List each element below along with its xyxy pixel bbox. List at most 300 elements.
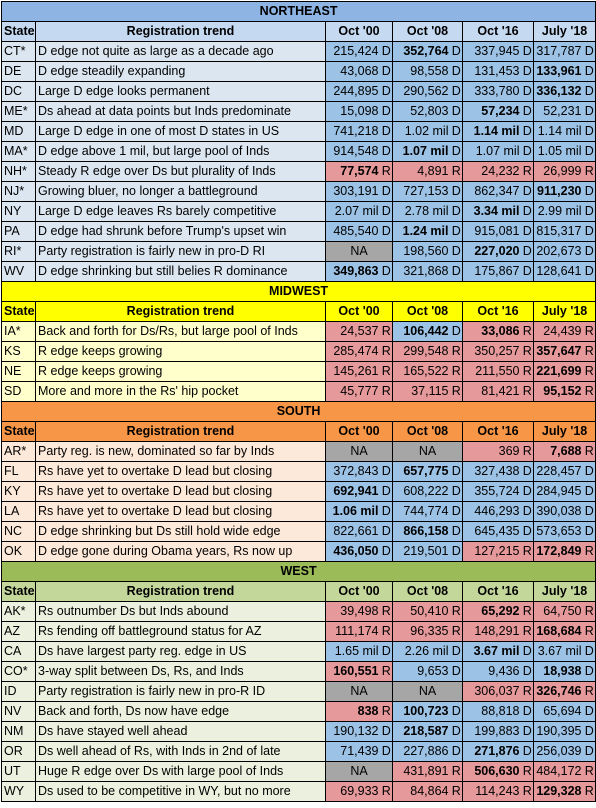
trend-column-header: Registration trend: [36, 582, 326, 602]
registration-edge-value: 33,086: [463, 322, 522, 342]
state-code: FL: [2, 462, 36, 482]
value-not-available: NA: [326, 242, 393, 262]
registration-edge-value: 221,699: [534, 362, 584, 382]
party-letter: D: [381, 142, 393, 162]
registration-edge-value: 43,068: [326, 62, 381, 82]
table-row: [2, 182, 596, 202]
party-letter: D: [451, 202, 463, 222]
party-letter: D: [451, 102, 463, 122]
year-column-header: July '18: [534, 582, 596, 602]
registration-edge-value: 37,115: [393, 382, 451, 402]
state-code: KY: [2, 482, 36, 502]
region-band: [2, 282, 596, 302]
state-code: MA*: [2, 142, 36, 162]
trend-column-header: Registration trend: [36, 22, 326, 42]
party-letter: D: [381, 182, 393, 202]
registration-edge-value: 838: [326, 702, 381, 722]
registration-edge-value: 2.26 mil: [393, 642, 451, 662]
registration-edge-value: 96,335: [393, 622, 451, 642]
state-code: MD: [2, 122, 36, 142]
registration-edge-value: 285,474: [326, 342, 381, 362]
value-not-available: NA: [393, 682, 463, 702]
party-letter: D: [381, 722, 393, 742]
party-letter: R: [522, 762, 534, 782]
registration-edge-value: 573,653: [534, 522, 584, 542]
registration-edge-value: 608,222: [393, 482, 451, 502]
registration-edge-value: 219,501: [393, 542, 451, 562]
registration-edge-value: 1.14 mil: [534, 122, 584, 142]
party-letter: D: [522, 502, 534, 522]
state-code: PA: [2, 222, 36, 242]
registration-edge-value: 327,438: [463, 462, 522, 482]
table-row: [2, 42, 596, 62]
state-column-header: State: [2, 22, 36, 42]
state-code: RI*: [2, 242, 36, 262]
party-letter: D: [451, 742, 463, 762]
party-letter: D: [522, 242, 534, 262]
state-code: UT: [2, 762, 36, 782]
party-letter: D: [584, 242, 596, 262]
registration-edge-value: 372,843: [326, 462, 381, 482]
year-column-header: Oct '08: [393, 302, 463, 322]
table-row: [2, 202, 596, 222]
state-column-header: State: [2, 422, 36, 442]
registration-edge-value: 165,522: [393, 362, 451, 382]
party-letter: R: [522, 602, 534, 622]
party-letter: D: [584, 142, 596, 162]
registration-edge-value: 390,038: [534, 502, 584, 522]
registration-edge-value: 911,230: [534, 182, 584, 202]
registration-trend: Large D edge leaves Rs barely competitive: [36, 202, 326, 222]
party-letter: D: [381, 522, 393, 542]
registration-edge-value: 1.05 mil: [534, 142, 584, 162]
year-column-header: Oct '16: [463, 582, 534, 602]
party-letter: D: [522, 142, 534, 162]
region-title: MIDWEST: [2, 282, 596, 302]
registration-edge-value: 284,945: [534, 482, 584, 502]
party-letter: R: [522, 322, 534, 342]
registration-edge-value: 127,215: [463, 542, 522, 562]
party-letter: D: [584, 722, 596, 742]
party-letter: D: [522, 182, 534, 202]
state-code: OR: [2, 742, 36, 762]
table-row: [2, 342, 596, 362]
registration-edge-value: 77,574: [326, 162, 381, 182]
party-letter: D: [451, 482, 463, 502]
registration-edge-value: 1.24 mil: [393, 222, 451, 242]
party-letter: D: [522, 722, 534, 742]
registration-edge-value: 446,293: [463, 502, 522, 522]
state-code: AK*: [2, 602, 36, 622]
registration-edge-value: 3.67 mil: [463, 642, 522, 662]
party-letter: D: [381, 742, 393, 762]
year-column-header: Oct '08: [393, 422, 463, 442]
registration-edge-value: 822,661: [326, 522, 381, 542]
party-letter: D: [451, 722, 463, 742]
value-not-available: NA: [326, 682, 393, 702]
party-letter: D: [381, 102, 393, 122]
registration-edge-value: 18,938: [534, 662, 584, 682]
table-row: [2, 602, 596, 622]
state-code: OK: [2, 542, 36, 562]
table-row: [2, 642, 596, 662]
registration-edge-value: 65,292: [463, 602, 522, 622]
registration-table-sheet: [1, 1, 595, 802]
party-letter: D: [451, 182, 463, 202]
state-code: WY: [2, 782, 36, 802]
party-letter: D: [381, 82, 393, 102]
registration-edge-value: 333,780: [463, 82, 522, 102]
registration-edge-value: 168,684: [534, 622, 584, 642]
party-letter: D: [584, 122, 596, 142]
registration-edge-value: 349,863: [326, 262, 381, 282]
state-code: NC: [2, 522, 36, 542]
registration-trend: D edge not quite as large as a decade ago: [36, 42, 326, 62]
table-row: [2, 682, 596, 702]
party-letter: R: [522, 622, 534, 642]
table-row: [2, 242, 596, 262]
state-column-header: State: [2, 302, 36, 322]
registration-trend: R edge keeps growing: [36, 342, 326, 362]
state-code: CA: [2, 642, 36, 662]
column-header-row: [2, 422, 596, 442]
trend-column-header: Registration trend: [36, 422, 326, 442]
registration-edge-value: 484,172: [534, 762, 584, 782]
state-code: ID: [2, 682, 36, 702]
registration-edge-value: 337,945: [463, 42, 522, 62]
party-letter: R: [381, 162, 393, 182]
registration-edge-value: 52,803: [393, 102, 451, 122]
year-column-header: Oct '08: [393, 582, 463, 602]
registration-edge-value: 45,777: [326, 382, 381, 402]
party-letter: R: [522, 382, 534, 402]
party-letter: D: [584, 42, 596, 62]
registration-edge-value: 100,723: [393, 702, 451, 722]
registration-edge-value: 111,174: [326, 622, 381, 642]
column-header-row: [2, 22, 596, 42]
registration-trend: Rs fending off battleground status for AZ: [36, 622, 326, 642]
party-letter: D: [381, 482, 393, 502]
registration-edge-value: 657,775: [393, 462, 451, 482]
registration-trend: D edge above 1 mil, but large pool of Inds: [36, 142, 326, 162]
party-letter: D: [381, 222, 393, 242]
party-letter: R: [584, 162, 596, 182]
party-letter: D: [522, 642, 534, 662]
registration-edge-value: 88,818: [463, 702, 522, 722]
table-row: [2, 742, 596, 762]
year-column-header: July '18: [534, 302, 596, 322]
registration-edge-value: 148,291: [463, 622, 522, 642]
registration-edge-value: 645,435: [463, 522, 522, 542]
registration-edge-value: 57,234: [463, 102, 522, 122]
registration-edge-value: 1.02 mil: [393, 122, 451, 142]
party-letter: R: [451, 162, 463, 182]
table-row: [2, 502, 596, 522]
party-letter: D: [451, 242, 463, 262]
registration-edge-value: 24,439: [534, 322, 584, 342]
party-letter: R: [522, 682, 534, 702]
party-letter: D: [451, 82, 463, 102]
party-letter: D: [451, 62, 463, 82]
registration-edge-value: 9,653: [393, 662, 451, 682]
registration-edge-value: 129,328: [534, 782, 584, 802]
table-row: [2, 462, 596, 482]
party-letter: R: [584, 442, 596, 462]
registration-trend: Ds used to be competitive in WY, but no more: [36, 782, 326, 802]
party-letter: D: [451, 262, 463, 282]
party-letter: D: [522, 42, 534, 62]
registration-edge-value: 71,439: [326, 742, 381, 762]
registration-edge-value: 2.78 mil: [393, 202, 451, 222]
party-letter: D: [451, 42, 463, 62]
registration-edge-value: 128,641: [534, 262, 584, 282]
registration-edge-value: 84,864: [393, 782, 451, 802]
party-letter: R: [584, 382, 596, 402]
year-column-header: Oct '00: [326, 302, 393, 322]
party-letter: R: [451, 362, 463, 382]
party-letter: D: [584, 742, 596, 762]
registration-trend: Ds have stayed well ahead: [36, 722, 326, 742]
table-row: [2, 782, 596, 802]
registration-edge-value: 1.14 mil: [463, 122, 522, 142]
table-row: [2, 622, 596, 642]
table-row: [2, 142, 596, 162]
party-letter: D: [522, 122, 534, 142]
registration-edge-value: 26,999: [534, 162, 584, 182]
registration-edge-value: 321,868: [393, 262, 451, 282]
registration-edge-value: 727,153: [393, 182, 451, 202]
registration-edge-value: 98,558: [393, 62, 451, 82]
state-code: WV: [2, 262, 36, 282]
state-code: ME*: [2, 102, 36, 122]
registration-edge-value: 299,548: [393, 342, 451, 362]
registration-edge-value: 65,694: [534, 702, 584, 722]
value-not-available: NA: [326, 762, 393, 782]
party-letter: R: [381, 622, 393, 642]
column-header-row: [2, 582, 596, 602]
registration-trend: Party reg. is new, dominated so far by Inds: [36, 442, 326, 462]
party-letter: R: [584, 362, 596, 382]
registration-edge-value: 350,257: [463, 342, 522, 362]
registration-edge-value: 357,647: [534, 342, 584, 362]
registration-edge-value: 172,849: [534, 542, 584, 562]
registration-edge-value: 355,724: [463, 482, 522, 502]
registration-edge-value: 256,039: [534, 742, 584, 762]
registration-edge-value: 145,261: [326, 362, 381, 382]
party-letter: R: [381, 342, 393, 362]
table-row: [2, 322, 596, 342]
registration-edge-value: 218,587: [393, 722, 451, 742]
registration-trend: Party registration is fairly new in pro-D RI: [36, 242, 326, 262]
party-letter: R: [584, 682, 596, 702]
party-letter: R: [522, 442, 534, 462]
registration-edge-value: 1.07 mil: [463, 142, 522, 162]
party-letter: D: [584, 662, 596, 682]
registration-edge-value: 3.34 mil: [463, 202, 522, 222]
region-band: [2, 562, 596, 582]
registration-edge-value: 106,442: [393, 322, 451, 342]
state-column-header: State: [2, 582, 36, 602]
state-code: SD: [2, 382, 36, 402]
registration-edge-value: 866,158: [393, 522, 451, 542]
party-letter: R: [584, 762, 596, 782]
registration-trend: More and more in the Rs' hip pocket: [36, 382, 326, 402]
party-letter: D: [451, 662, 463, 682]
party-letter: R: [381, 362, 393, 382]
party-letter: D: [381, 542, 393, 562]
table-row: [2, 702, 596, 722]
registration-edge-value: 81,421: [463, 382, 522, 402]
registration-trend: Steady R edge over Ds but plurality of Inds: [36, 162, 326, 182]
registration-edge-value: 2.07 mil: [326, 202, 381, 222]
registration-edge-value: 95,152: [534, 382, 584, 402]
registration-trend: Ds well ahead of Rs, with Inds in 2nd of late: [36, 742, 326, 762]
registration-edge-value: 114,243: [463, 782, 522, 802]
party-letter: D: [522, 222, 534, 242]
registration-edge-value: 369: [463, 442, 522, 462]
registration-edge-value: 692,941: [326, 482, 381, 502]
party-letter: D: [381, 262, 393, 282]
trend-column-header: Registration trend: [36, 302, 326, 322]
party-letter: R: [381, 322, 393, 342]
registration-edge-value: 290,562: [393, 82, 451, 102]
column-header-row: [2, 302, 596, 322]
registration-edge-value: 744,774: [393, 502, 451, 522]
party-letter: D: [584, 702, 596, 722]
registration-edge-value: 7,688: [534, 442, 584, 462]
party-letter: D: [451, 502, 463, 522]
registration-table: [1, 1, 596, 802]
party-letter: D: [381, 502, 393, 522]
party-letter: D: [522, 262, 534, 282]
registration-edge-value: 198,560: [393, 242, 451, 262]
year-column-header: Oct '00: [326, 22, 393, 42]
registration-edge-value: 227,020: [463, 242, 522, 262]
state-code: NE: [2, 362, 36, 382]
party-letter: D: [451, 702, 463, 722]
party-letter: D: [381, 642, 393, 662]
party-letter: D: [522, 102, 534, 122]
table-row: [2, 82, 596, 102]
registration-edge-value: 915,081: [463, 222, 522, 242]
party-letter: D: [451, 122, 463, 142]
party-letter: R: [381, 702, 393, 722]
party-letter: D: [584, 462, 596, 482]
party-letter: D: [522, 702, 534, 722]
registration-edge-value: 199,883: [463, 722, 522, 742]
party-letter: D: [522, 462, 534, 482]
table-row: [2, 122, 596, 142]
state-code: NJ*: [2, 182, 36, 202]
party-letter: R: [522, 342, 534, 362]
registration-edge-value: 39,498: [326, 602, 381, 622]
party-letter: R: [584, 342, 596, 362]
registration-trend: Rs outnumber Ds but Inds abound: [36, 602, 326, 622]
party-letter: D: [381, 122, 393, 142]
registration-edge-value: 1.06 mil: [326, 502, 381, 522]
table-row: [2, 762, 596, 782]
table-row: [2, 522, 596, 542]
party-letter: D: [584, 202, 596, 222]
state-code: NV: [2, 702, 36, 722]
registration-trend: Large D edge in one of most D states in US: [36, 122, 326, 142]
party-letter: D: [381, 202, 393, 222]
party-letter: D: [584, 102, 596, 122]
state-code: AZ: [2, 622, 36, 642]
party-letter: R: [381, 382, 393, 402]
party-letter: D: [451, 222, 463, 242]
region-band: [2, 402, 596, 422]
table-row: [2, 722, 596, 742]
registration-edge-value: 64,750: [534, 602, 584, 622]
registration-trend: 3-way split between Ds, Rs, and Inds: [36, 662, 326, 682]
registration-edge-value: 131,453: [463, 62, 522, 82]
party-letter: R: [584, 322, 596, 342]
party-letter: D: [584, 82, 596, 102]
state-code: KS: [2, 342, 36, 362]
registration-trend: D edge shrinking but Ds still hold wide edge: [36, 522, 326, 542]
registration-edge-value: 271,876: [463, 742, 522, 762]
state-code: NY: [2, 202, 36, 222]
registration-edge-value: 306,037: [463, 682, 522, 702]
table-row: [2, 262, 596, 282]
party-letter: R: [522, 362, 534, 382]
value-not-available: NA: [326, 442, 393, 462]
table-row: [2, 102, 596, 122]
table-row: [2, 162, 596, 182]
registration-trend: D edge steadily expanding: [36, 62, 326, 82]
party-letter: D: [584, 522, 596, 542]
party-letter: R: [381, 662, 393, 682]
registration-edge-value: 9,436: [463, 662, 522, 682]
registration-edge-value: 506,630: [463, 762, 522, 782]
registration-edge-value: 228,457: [534, 462, 584, 482]
party-letter: R: [584, 602, 596, 622]
party-letter: R: [584, 622, 596, 642]
party-letter: D: [584, 482, 596, 502]
year-column-header: Oct '16: [463, 422, 534, 442]
registration-edge-value: 1.07 mil: [393, 142, 451, 162]
party-letter: D: [522, 742, 534, 762]
state-code: DC: [2, 82, 36, 102]
party-letter: D: [381, 42, 393, 62]
party-letter: R: [381, 782, 393, 802]
registration-edge-value: 303,191: [326, 182, 381, 202]
registration-edge-value: 15,098: [326, 102, 381, 122]
registration-trend: Back and forth, Ds now have edge: [36, 702, 326, 722]
registration-trend: Ds have largest party reg. edge in US: [36, 642, 326, 662]
registration-trend: Large D edge looks permanent: [36, 82, 326, 102]
registration-edge-value: 175,867: [463, 262, 522, 282]
year-column-header: Oct '00: [326, 582, 393, 602]
table-row: [2, 62, 596, 82]
party-letter: D: [522, 82, 534, 102]
year-column-header: Oct '16: [463, 302, 534, 322]
party-letter: R: [451, 602, 463, 622]
party-letter: R: [381, 602, 393, 622]
party-letter: D: [522, 522, 534, 542]
party-letter: R: [584, 782, 596, 802]
registration-trend: Huge R edge over Ds with large pool of Inds: [36, 762, 326, 782]
registration-trend: Growing bluer, no longer a battleground: [36, 182, 326, 202]
year-column-header: July '18: [534, 422, 596, 442]
party-letter: D: [522, 662, 534, 682]
registration-edge-value: 69,933: [326, 782, 381, 802]
registration-edge-value: 914,548: [326, 142, 381, 162]
registration-edge-value: 133,961: [534, 62, 584, 82]
registration-edge-value: 436,050: [326, 542, 381, 562]
party-letter: D: [451, 522, 463, 542]
